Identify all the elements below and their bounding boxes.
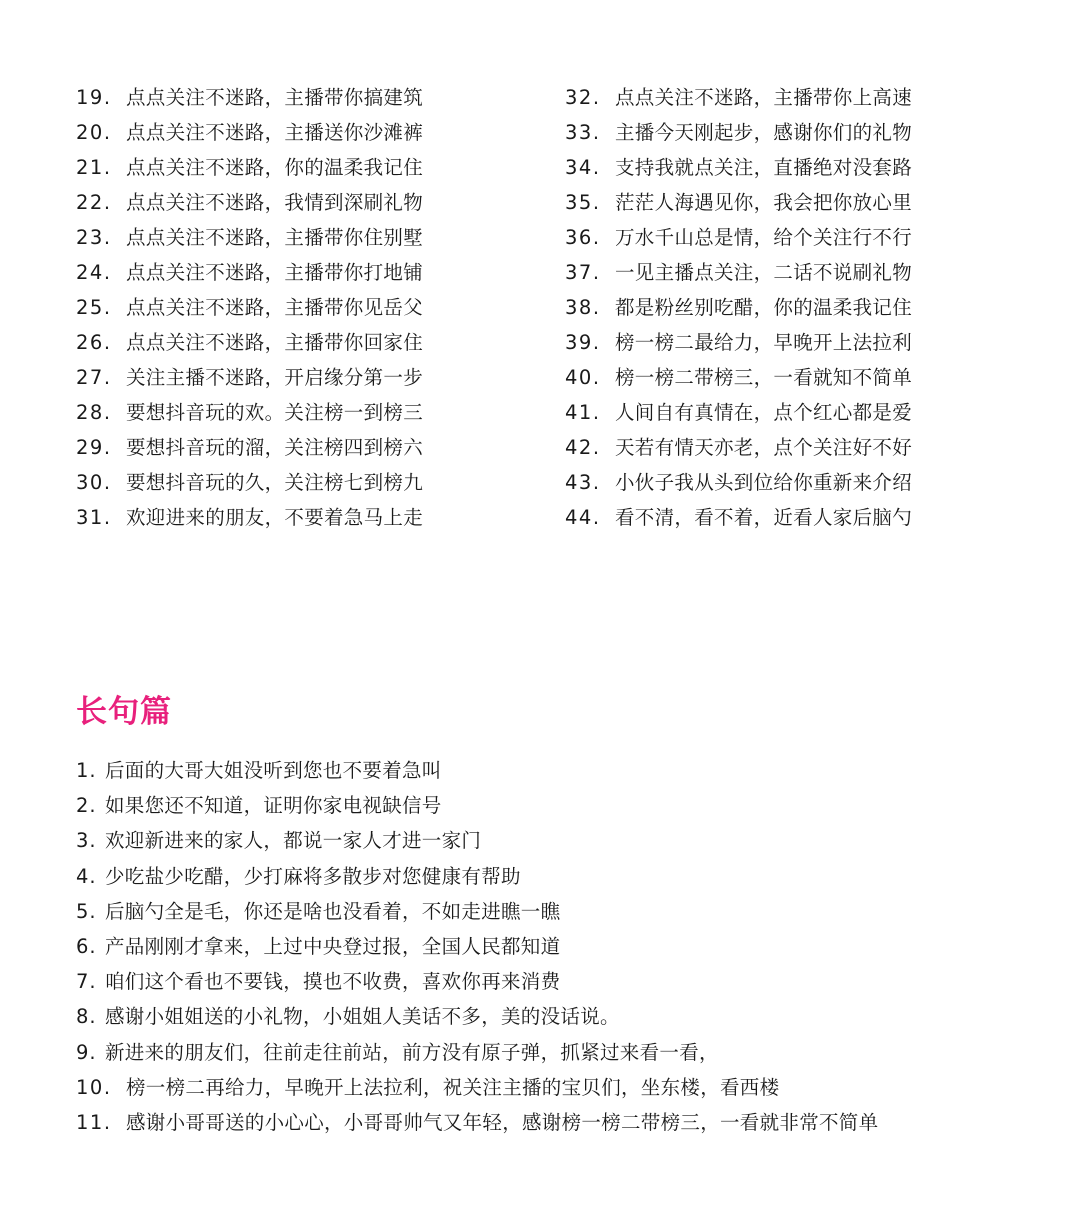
short-list-right — [565, 82, 912, 537]
item-text: 点点关注不迷路，主播送你沙滩裤 — [126, 121, 424, 144]
item-text: 点点关注不迷路，主播带你搞建筑 — [126, 86, 424, 109]
item-number: 35. — [565, 191, 601, 214]
item-text: 产品刚刚才拿来，上过中央登过报，全国人民都知道 — [105, 934, 561, 958]
item-text: 一见主播点关注，二话不说刷礼物 — [615, 261, 913, 284]
list-item — [76, 467, 423, 502]
item-text: 新进来的朋友们，往前走往前站，前方没有原子弹，抓紧过来看一看， — [105, 1040, 719, 1064]
section-title-long: 长句篇 — [76, 694, 172, 730]
list-item — [76, 502, 423, 537]
item-number: 26. — [76, 331, 112, 354]
item-text: 要想抖音玩的欢。关注榜一到榜三 — [126, 401, 424, 424]
item-text: 欢迎进来的朋友，不要着急马上走 — [126, 506, 424, 529]
item-number: 39. — [565, 331, 601, 354]
item-number: 29. — [76, 436, 112, 459]
item-text: 感谢小哥哥送的小心心，小哥哥帅气又年轻，感谢榜一榜二带榜三，一看就非常不简单 — [126, 1110, 879, 1134]
list-item — [76, 789, 878, 824]
item-number: 7. — [76, 970, 97, 994]
item-number: 42. — [565, 436, 601, 459]
item-number: 44. — [565, 506, 601, 529]
list-item — [565, 432, 912, 467]
item-number: 30. — [76, 471, 112, 494]
list-item — [76, 327, 423, 362]
item-text: 榜一榜二再给力，早晚开上法拉利，祝关注主播的宝贝们，坐东楼，看西楼 — [126, 1075, 780, 1099]
list-item — [76, 292, 423, 327]
list-item — [76, 1106, 878, 1141]
item-text: 点点关注不迷路，我情到深刷礼物 — [126, 191, 424, 214]
list-item — [76, 222, 423, 257]
item-text: 要想抖音玩的久，关注榜七到榜九 — [126, 471, 424, 494]
item-number: 23. — [76, 226, 112, 249]
item-number: 5. — [76, 899, 97, 923]
item-number: 36. — [565, 226, 601, 249]
item-number: 1. — [76, 759, 97, 782]
item-text: 后面的大哥大姐没听到您也不要着急叫 — [105, 759, 442, 782]
list-item — [76, 257, 423, 292]
item-number: 6. — [76, 934, 97, 958]
item-text: 榜一榜二最给力，早晚开上法拉利 — [615, 331, 913, 354]
item-number: 32. — [565, 86, 601, 109]
item-text: 点点关注不迷路，你的温柔我记住 — [126, 156, 424, 179]
list-item — [76, 1036, 878, 1071]
list-item — [565, 327, 912, 362]
item-text: 都是粉丝别吃醋，你的温柔我记住 — [615, 296, 913, 319]
item-number: 25. — [76, 296, 112, 319]
item-number: 40. — [565, 366, 601, 389]
item-text: 主播今天刚起步，感谢你们的礼物 — [615, 121, 913, 144]
list-item — [76, 152, 423, 187]
list-item — [76, 82, 423, 117]
item-number: 2. — [76, 794, 97, 818]
item-number: 33. — [565, 121, 601, 144]
list-item — [76, 117, 423, 152]
item-number: 24. — [76, 261, 112, 284]
list-item — [565, 397, 912, 432]
list-item — [565, 82, 912, 117]
item-number: 19. — [76, 86, 112, 109]
item-text: 欢迎新进来的家人，都说一家人才进一家门 — [105, 829, 482, 853]
item-text: 点点关注不迷路，主播带你打地铺 — [126, 261, 424, 284]
list-item — [76, 1071, 878, 1106]
item-number: 41. — [565, 401, 601, 424]
list-item — [76, 1000, 878, 1035]
item-number: 3. — [76, 829, 97, 853]
list-item — [76, 965, 878, 1000]
list-item — [76, 187, 423, 222]
item-number: 28. — [76, 401, 112, 424]
item-number: 27. — [76, 366, 112, 389]
item-text: 看不清，看不着，近看人家后脑勺 — [615, 506, 913, 529]
item-number: 34. — [565, 156, 601, 179]
item-text: 支持我就点关注，直播绝对没套路 — [615, 156, 913, 179]
item-text: 点点关注不迷路，主播带你上高速 — [615, 86, 913, 109]
list-item — [565, 187, 912, 222]
item-number: 4. — [76, 864, 97, 888]
item-number: 22. — [76, 191, 112, 214]
list-item — [76, 362, 423, 397]
list-item — [76, 397, 423, 432]
list-item — [565, 117, 912, 152]
item-number: 20. — [76, 121, 112, 144]
item-text: 关注主播不迷路，开启缘分第一步 — [126, 366, 424, 389]
list-item — [76, 860, 878, 895]
list-item — [565, 257, 912, 292]
item-number: 31. — [76, 506, 112, 529]
list-item — [76, 930, 878, 965]
item-text: 点点关注不迷路，主播带你见岳父 — [126, 296, 424, 319]
list-item — [76, 432, 423, 467]
short-list-left — [76, 82, 423, 537]
item-text: 茫茫人海遇见你，我会把你放心里 — [615, 191, 913, 214]
item-text: 咱们这个看也不要钱，摸也不收费，喜欢你再来消费 — [105, 970, 561, 994]
item-number: 21. — [76, 156, 112, 179]
item-text: 榜一榜二带榜三，一看就知不简单 — [615, 366, 913, 389]
item-text: 万水千山总是情，给个关注行不行 — [615, 226, 913, 249]
item-text: 后脑勺全是毛，你还是啥也没看着，不如走进瞧一瞧 — [105, 899, 561, 923]
item-number: 8. — [76, 1005, 97, 1029]
list-item — [76, 754, 878, 789]
item-number: 9. — [76, 1040, 97, 1064]
item-text: 点点关注不迷路，主播带你回家住 — [126, 331, 424, 354]
list-item — [565, 292, 912, 327]
item-number: 10. — [76, 1075, 112, 1099]
list-item — [565, 502, 912, 537]
list-item — [565, 152, 912, 187]
item-text: 感谢小姐姐送的小礼物，小姐姐人美话不多，美的没话说。 — [105, 1005, 620, 1029]
item-text: 要想抖音玩的溜，关注榜四到榜六 — [126, 436, 424, 459]
item-text: 如果您还不知道，证明你家电视缺信号 — [105, 794, 442, 818]
item-number: 37. — [565, 261, 601, 284]
item-number: 11. — [76, 1110, 112, 1134]
list-item — [565, 222, 912, 257]
list-item — [565, 467, 912, 502]
item-text: 少吃盐少吃醋，少打麻将多散步对您健康有帮助 — [105, 864, 521, 888]
long-list — [76, 754, 878, 1141]
list-item — [76, 895, 878, 930]
item-text: 小伙子我从头到位给你重新来介绍 — [615, 471, 913, 494]
item-text: 人间自有真情在，点个红心都是爱 — [615, 401, 913, 424]
item-text: 天若有情天亦老，点个关注好不好 — [615, 436, 913, 459]
item-number: 38. — [565, 296, 601, 319]
list-item — [565, 362, 912, 397]
item-text: 点点关注不迷路，主播带你住别墅 — [126, 226, 424, 249]
list-item — [76, 824, 878, 859]
item-number: 43. — [565, 471, 601, 494]
